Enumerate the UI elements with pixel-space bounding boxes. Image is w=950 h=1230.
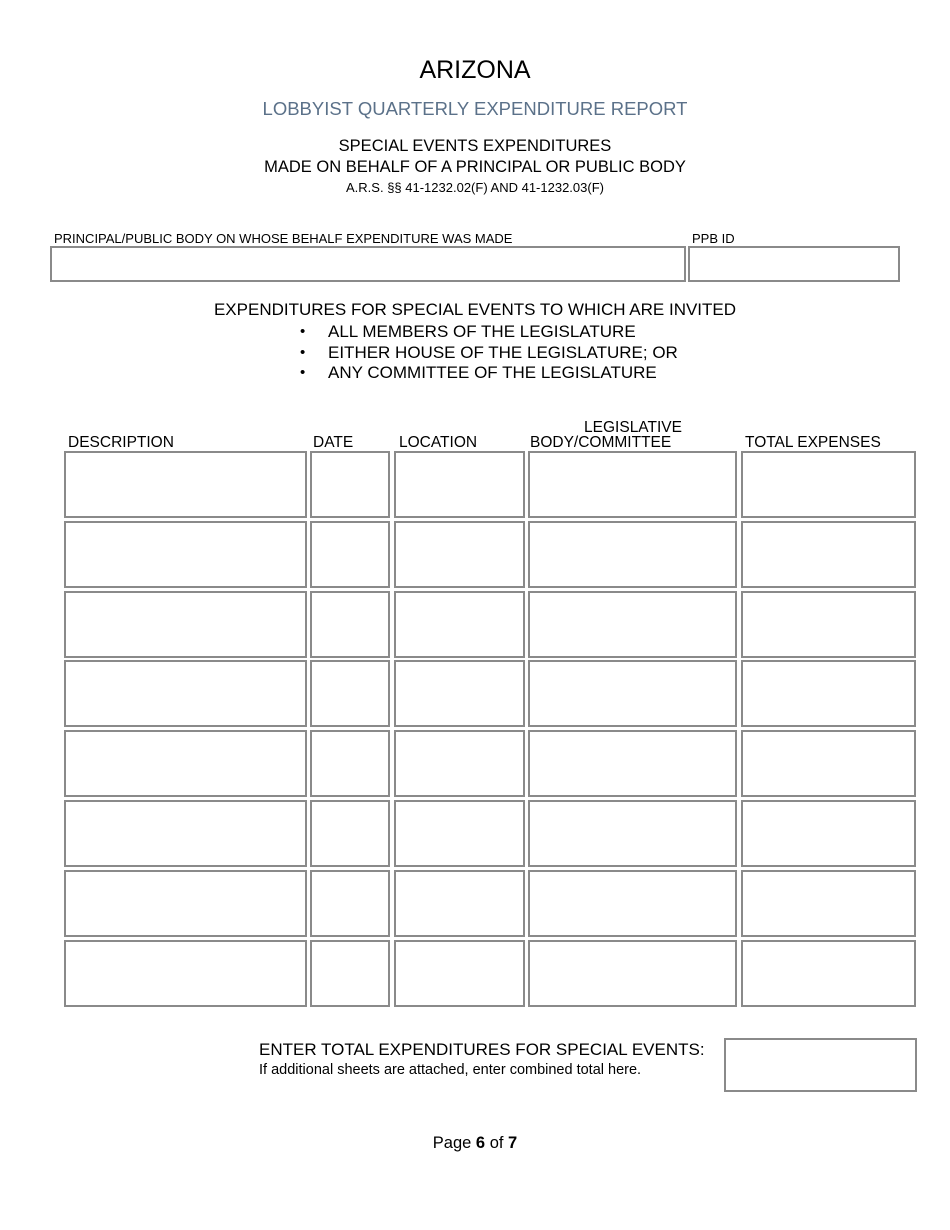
description-cell[interactable] — [64, 940, 307, 1007]
total-expenses-cell[interactable] — [741, 800, 916, 867]
date-cell[interactable] — [310, 660, 390, 727]
date-cell[interactable] — [310, 730, 390, 797]
section-subtitle: MADE ON BEHALF OF A PRINCIPAL OR PUBLIC BODY — [264, 158, 686, 176]
description-cell[interactable] — [64, 521, 307, 588]
legislative-body-cell[interactable] — [528, 940, 737, 1007]
date-cell[interactable] — [310, 800, 390, 867]
column-header-legislative: LEGISLATIVE — [584, 419, 682, 436]
total-expenses-cell[interactable] — [741, 521, 916, 588]
total-expenses-cell[interactable] — [741, 940, 916, 1007]
location-cell[interactable] — [394, 940, 525, 1007]
description-cell[interactable] — [64, 660, 307, 727]
total-expenses-cell[interactable] — [741, 870, 916, 937]
total-expenses-cell[interactable] — [741, 451, 916, 518]
location-cell[interactable] — [394, 521, 525, 588]
date-cell[interactable] — [310, 591, 390, 658]
location-cell[interactable] — [394, 591, 525, 658]
report-title: LOBBYIST QUARTERLY EXPENDITURE REPORT — [262, 98, 688, 119]
principal-label: PRINCIPAL/PUBLIC BODY ON WHOSE BEHALF EXPENDITURE WAS MADE — [54, 231, 513, 246]
date-cell[interactable] — [310, 870, 390, 937]
total-note: If additional sheets are attached, enter combined total here. — [259, 1062, 642, 1078]
total-field[interactable] — [724, 1038, 917, 1092]
legislative-body-cell[interactable] — [528, 800, 737, 867]
location-cell[interactable] — [394, 870, 525, 937]
total-label: ENTER TOTAL EXPENDITURES FOR SPECIAL EVENTS: — [259, 1040, 705, 1059]
description-cell[interactable] — [64, 730, 307, 797]
page-number: Page 6 of 7 — [432, 1134, 518, 1152]
location-cell[interactable] — [394, 451, 525, 518]
description-cell[interactable] — [64, 451, 307, 518]
total-expenses-cell[interactable] — [741, 660, 916, 727]
date-cell[interactable] — [310, 940, 390, 1007]
total-expenses-cell[interactable] — [741, 591, 916, 658]
principal-field[interactable] — [50, 246, 686, 282]
statute-reference: A.R.S. §§ 41-1232.02(F) AND 41-1232.03(F) — [346, 180, 604, 195]
description-cell[interactable] — [64, 800, 307, 867]
legislative-body-cell[interactable] — [528, 660, 737, 727]
column-header-description: DESCRIPTION — [68, 434, 174, 451]
description-cell[interactable] — [64, 870, 307, 937]
column-header-body-committee: BODY/COMMITTEE — [530, 434, 672, 451]
legislative-body-cell[interactable] — [528, 521, 737, 588]
legislative-body-cell[interactable] — [528, 451, 737, 518]
location-cell[interactable] — [394, 660, 525, 727]
column-header-total: TOTAL EXPENSES — [745, 434, 881, 451]
bullet-icon: • — [300, 323, 306, 340]
section-title: SPECIAL EVENTS EXPENDITURES — [338, 137, 612, 155]
ppb-id-field[interactable] — [688, 246, 900, 282]
column-header-location: LOCATION — [399, 434, 478, 451]
state-title: ARIZONA — [419, 56, 531, 84]
date-cell[interactable] — [310, 451, 390, 518]
legislative-body-cell[interactable] — [528, 730, 737, 797]
column-header-date: DATE — [313, 434, 354, 451]
legislative-body-cell[interactable] — [528, 591, 737, 658]
location-cell[interactable] — [394, 800, 525, 867]
bullet-icon: • — [300, 343, 306, 361]
list-item: • EITHER HOUSE OF THE LEGISLATURE; OR — [300, 342, 678, 362]
description-cell[interactable] — [64, 591, 307, 658]
list-item: • ALL MEMBERS OF THE LEGISLATURE — [300, 322, 636, 341]
invitees-heading: EXPENDITURES FOR SPECIAL EVENTS TO WHICH ARE INVITED — [213, 300, 737, 319]
total-expenses-cell[interactable] — [741, 730, 916, 797]
invitees-list — [298, 322, 678, 384]
list-item: • ANY COMMITTEE OF THE LEGISLATURE — [300, 363, 657, 382]
ppb-id-label: PPB ID — [692, 231, 735, 246]
bullet-icon: • — [300, 364, 306, 381]
date-cell[interactable] — [310, 521, 390, 588]
legislative-body-cell[interactable] — [528, 870, 737, 937]
location-cell[interactable] — [394, 730, 525, 797]
